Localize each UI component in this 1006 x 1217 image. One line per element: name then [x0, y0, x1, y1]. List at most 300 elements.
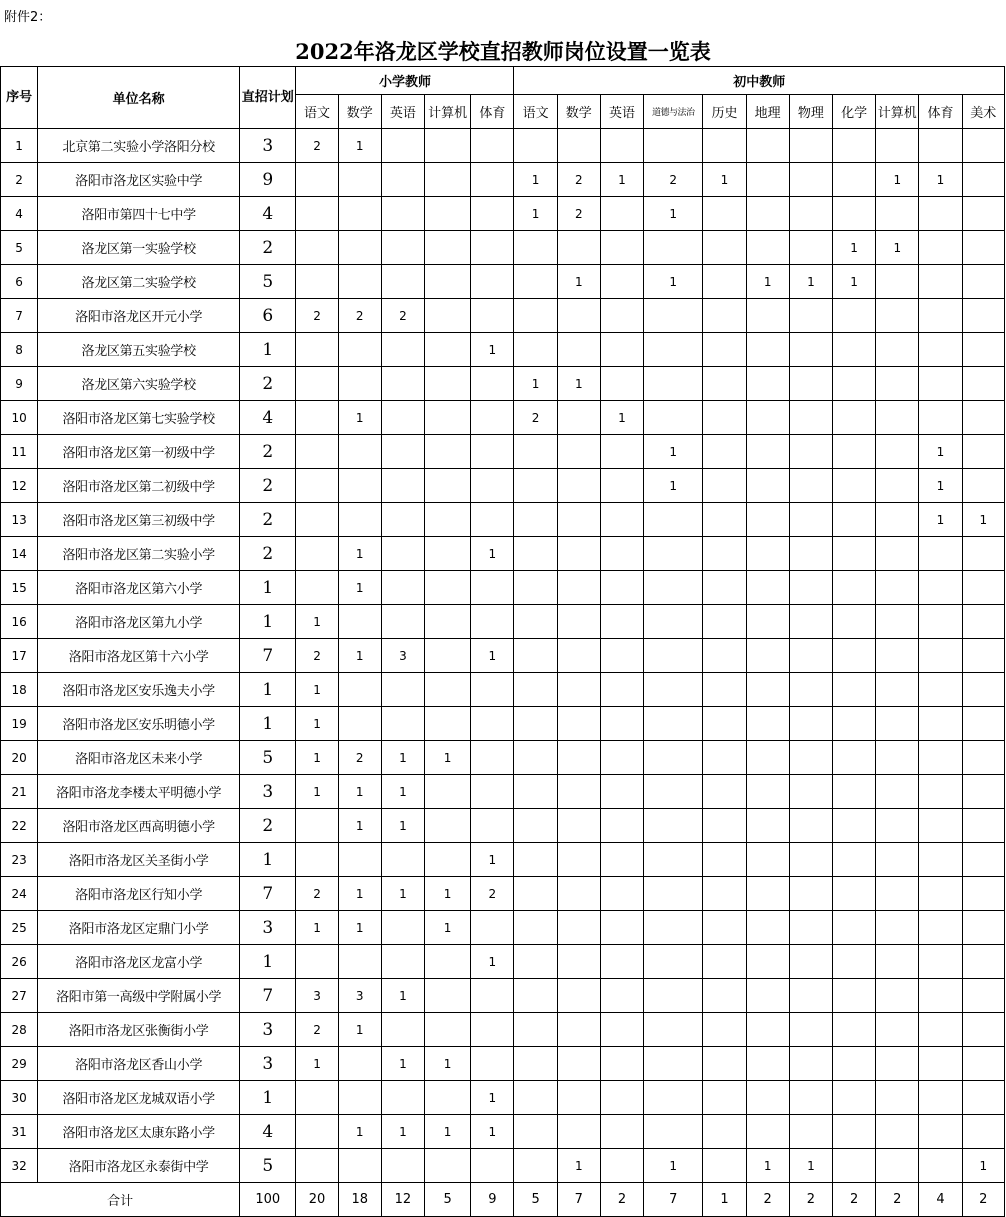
row-cell	[557, 1081, 600, 1115]
row-cell	[746, 231, 789, 265]
row-cell	[703, 1047, 746, 1081]
row-cell: 1	[338, 571, 381, 605]
row-seq: 25	[1, 911, 38, 945]
total-cell: 2	[832, 1183, 875, 1217]
row-cell	[832, 843, 875, 877]
row-cell	[789, 809, 832, 843]
row-cell	[644, 673, 703, 707]
table-row	[1, 333, 1005, 367]
total-cell: 7	[644, 1183, 703, 1217]
row-unit-name: 洛阳市洛龙区龙富小学	[38, 945, 240, 979]
row-cell	[557, 673, 600, 707]
row-cell	[600, 265, 643, 299]
table-row	[1, 979, 1005, 1013]
row-cell	[514, 469, 557, 503]
row-plan: 2	[240, 537, 296, 571]
row-cell	[644, 1115, 703, 1149]
row-cell: 1	[644, 469, 703, 503]
header-middle-subject: 语文	[514, 95, 557, 129]
total-cell: 5	[514, 1183, 557, 1217]
row-cell	[746, 605, 789, 639]
row-cell	[919, 197, 962, 231]
row-cell: 3	[381, 639, 424, 673]
row-cell	[919, 945, 962, 979]
row-cell	[296, 1115, 338, 1149]
row-cell	[876, 469, 919, 503]
row-cell: 1	[600, 401, 643, 435]
row-cell	[600, 367, 643, 401]
row-cell	[746, 707, 789, 741]
row-cell	[425, 945, 471, 979]
row-cell	[644, 333, 703, 367]
row-cell	[425, 265, 471, 299]
row-cell	[789, 639, 832, 673]
table-row	[1, 129, 1005, 163]
row-cell	[962, 911, 1004, 945]
row-cell: 1	[644, 265, 703, 299]
row-cell	[381, 707, 424, 741]
row-seq: 9	[1, 367, 38, 401]
total-cell: 2	[962, 1183, 1004, 1217]
row-cell	[962, 775, 1004, 809]
row-cell	[644, 503, 703, 537]
row-cell	[514, 775, 557, 809]
row-cell: 1	[557, 367, 600, 401]
row-cell	[471, 231, 514, 265]
row-seq: 18	[1, 673, 38, 707]
header-primary-subject: 体育	[471, 95, 514, 129]
row-unit-name: 洛阳市洛龙区开元小学	[38, 299, 240, 333]
row-cell	[876, 1013, 919, 1047]
row-cell	[703, 843, 746, 877]
row-cell: 1	[471, 843, 514, 877]
row-cell	[832, 1013, 875, 1047]
row-cell	[789, 299, 832, 333]
row-cell	[919, 1013, 962, 1047]
row-cell: 2	[471, 877, 514, 911]
row-cell	[789, 129, 832, 163]
row-cell	[381, 367, 424, 401]
row-unit-name: 洛阳市第四十七中学	[38, 197, 240, 231]
table-row	[1, 775, 1005, 809]
row-unit-name: 洛阳市洛龙区安乐逸夫小学	[38, 673, 240, 707]
table-row	[1, 1115, 1005, 1149]
row-cell	[514, 265, 557, 299]
row-cell: 1	[919, 503, 962, 537]
row-cell: 1	[425, 1047, 471, 1081]
row-cell	[514, 673, 557, 707]
row-unit-name: 洛龙区第五实验学校	[38, 333, 240, 367]
row-cell	[471, 265, 514, 299]
row-cell	[514, 1047, 557, 1081]
row-cell: 1	[832, 265, 875, 299]
row-seq: 28	[1, 1013, 38, 1047]
row-cell: 1	[703, 163, 746, 197]
total-plan: 100	[240, 1183, 296, 1217]
row-cell	[876, 639, 919, 673]
total-cell: 12	[381, 1183, 424, 1217]
total-cell: 18	[338, 1183, 381, 1217]
table-row	[1, 1047, 1005, 1081]
row-plan: 5	[240, 1149, 296, 1183]
total-cell: 2	[600, 1183, 643, 1217]
row-cell	[876, 945, 919, 979]
row-unit-name: 洛阳市洛龙区第十六小学	[38, 639, 240, 673]
row-cell	[789, 775, 832, 809]
row-cell	[600, 605, 643, 639]
row-cell	[703, 197, 746, 231]
row-cell: 1	[471, 537, 514, 571]
row-cell	[381, 163, 424, 197]
row-cell	[644, 639, 703, 673]
row-cell: 1	[338, 1013, 381, 1047]
row-cell	[789, 163, 832, 197]
row-unit-name: 洛阳市洛龙区行知小学	[38, 877, 240, 911]
row-cell	[832, 809, 875, 843]
row-cell	[703, 707, 746, 741]
row-cell: 1	[471, 639, 514, 673]
row-cell	[600, 333, 643, 367]
row-cell	[789, 979, 832, 1013]
row-cell	[644, 537, 703, 571]
row-cell	[962, 1081, 1004, 1115]
row-cell	[789, 401, 832, 435]
row-cell	[425, 401, 471, 435]
row-cell	[789, 197, 832, 231]
row-cell	[600, 673, 643, 707]
table-row	[1, 265, 1005, 299]
row-cell	[557, 843, 600, 877]
row-seq: 7	[1, 299, 38, 333]
row-cell	[832, 163, 875, 197]
row-cell	[703, 265, 746, 299]
row-cell	[962, 741, 1004, 775]
row-cell	[600, 1081, 643, 1115]
row-seq: 1	[1, 129, 38, 163]
row-cell	[471, 163, 514, 197]
row-plan: 4	[240, 1115, 296, 1149]
row-cell	[425, 129, 471, 163]
row-cell	[381, 333, 424, 367]
header-primary-subject: 语文	[296, 95, 338, 129]
row-cell	[644, 1047, 703, 1081]
row-cell: 1	[557, 265, 600, 299]
row-cell	[514, 1115, 557, 1149]
row-cell	[600, 1149, 643, 1183]
row-cell	[703, 333, 746, 367]
row-cell	[789, 707, 832, 741]
row-unit-name: 洛阳市洛龙区西高明德小学	[38, 809, 240, 843]
header-middle-subject: 地理	[746, 95, 789, 129]
row-cell	[381, 265, 424, 299]
row-cell	[919, 401, 962, 435]
row-cell	[919, 707, 962, 741]
row-cell	[919, 231, 962, 265]
row-cell	[876, 809, 919, 843]
table-row	[1, 843, 1005, 877]
row-cell	[832, 911, 875, 945]
total-cell: 2	[746, 1183, 789, 1217]
row-cell: 1	[962, 503, 1004, 537]
row-cell	[296, 367, 338, 401]
row-cell	[703, 503, 746, 537]
row-plan: 2	[240, 809, 296, 843]
row-cell	[962, 299, 1004, 333]
row-seq: 27	[1, 979, 38, 1013]
row-cell	[919, 129, 962, 163]
row-cell	[832, 401, 875, 435]
row-cell	[514, 843, 557, 877]
row-cell	[296, 231, 338, 265]
row-cell	[557, 1047, 600, 1081]
row-unit-name: 洛阳市洛龙区香山小学	[38, 1047, 240, 1081]
row-cell	[876, 299, 919, 333]
row-cell	[919, 333, 962, 367]
header-middle-subject: 历史	[703, 95, 746, 129]
row-cell	[381, 469, 424, 503]
row-cell	[600, 1115, 643, 1149]
row-seq: 14	[1, 537, 38, 571]
row-cell	[919, 571, 962, 605]
row-cell	[381, 843, 424, 877]
row-cell	[703, 299, 746, 333]
row-cell	[703, 809, 746, 843]
row-cell	[425, 707, 471, 741]
row-cell	[962, 673, 1004, 707]
row-cell	[425, 605, 471, 639]
header-middle-group: 初中教师	[514, 67, 1005, 95]
row-cell	[600, 945, 643, 979]
row-cell	[746, 945, 789, 979]
row-cell	[644, 571, 703, 605]
table-row	[1, 503, 1005, 537]
row-cell: 2	[296, 299, 338, 333]
table-row	[1, 163, 1005, 197]
total-cell: 1	[703, 1183, 746, 1217]
row-seq: 13	[1, 503, 38, 537]
row-cell	[644, 401, 703, 435]
row-cell	[600, 571, 643, 605]
row-seq: 11	[1, 435, 38, 469]
row-cell	[746, 673, 789, 707]
row-cell	[381, 435, 424, 469]
row-cell	[919, 1081, 962, 1115]
row-cell	[962, 265, 1004, 299]
row-cell: 1	[789, 265, 832, 299]
row-seq: 8	[1, 333, 38, 367]
row-seq: 21	[1, 775, 38, 809]
row-cell	[876, 877, 919, 911]
row-cell	[962, 1115, 1004, 1149]
row-unit-name: 洛龙区第六实验学校	[38, 367, 240, 401]
row-cell	[514, 1149, 557, 1183]
row-cell	[600, 435, 643, 469]
row-cell	[471, 673, 514, 707]
row-cell: 1	[338, 401, 381, 435]
row-cell	[832, 741, 875, 775]
row-cell: 1	[338, 1115, 381, 1149]
row-cell	[832, 537, 875, 571]
row-cell	[746, 1115, 789, 1149]
row-cell	[338, 673, 381, 707]
row-cell	[296, 571, 338, 605]
row-cell: 1	[338, 877, 381, 911]
row-cell	[557, 979, 600, 1013]
table-row	[1, 435, 1005, 469]
row-cell	[557, 945, 600, 979]
row-cell	[514, 945, 557, 979]
row-cell	[746, 911, 789, 945]
row-cell	[296, 503, 338, 537]
row-cell: 1	[746, 265, 789, 299]
row-cell	[557, 129, 600, 163]
row-cell	[962, 605, 1004, 639]
row-cell	[425, 163, 471, 197]
row-cell	[296, 435, 338, 469]
row-cell	[425, 673, 471, 707]
row-plan: 7	[240, 979, 296, 1013]
row-cell: 1	[381, 741, 424, 775]
row-cell: 1	[296, 673, 338, 707]
header-middle-subject: 化学	[832, 95, 875, 129]
row-cell: 1	[471, 1115, 514, 1149]
row-cell	[703, 129, 746, 163]
row-plan: 3	[240, 1047, 296, 1081]
row-cell	[644, 299, 703, 333]
row-cell: 1	[471, 1081, 514, 1115]
row-cell	[600, 843, 643, 877]
table-row	[1, 605, 1005, 639]
row-cell	[703, 1115, 746, 1149]
row-cell	[514, 571, 557, 605]
row-cell	[876, 435, 919, 469]
row-cell	[557, 299, 600, 333]
row-plan: 2	[240, 435, 296, 469]
row-seq: 24	[1, 877, 38, 911]
row-cell	[338, 435, 381, 469]
row-cell	[789, 911, 832, 945]
row-cell	[703, 775, 746, 809]
row-cell: 1	[471, 945, 514, 979]
row-cell	[919, 741, 962, 775]
row-cell	[514, 1081, 557, 1115]
row-cell	[832, 979, 875, 1013]
page-title: 2022年洛龙区学校直招教师岗位设置一览表	[295, 39, 711, 64]
row-cell	[919, 809, 962, 843]
row-unit-name: 洛阳市洛龙区第六小学	[38, 571, 240, 605]
row-cell	[600, 469, 643, 503]
row-seq: 20	[1, 741, 38, 775]
row-cell: 1	[381, 979, 424, 1013]
row-cell	[600, 707, 643, 741]
row-unit-name: 洛阳市洛龙区第二初级中学	[38, 469, 240, 503]
table-row	[1, 877, 1005, 911]
row-cell: 1	[425, 911, 471, 945]
header-middle-subject: 英语	[600, 95, 643, 129]
row-cell	[832, 1149, 875, 1183]
header-plan: 直招计划	[240, 67, 296, 129]
row-plan: 1	[240, 673, 296, 707]
row-cell: 1	[962, 1149, 1004, 1183]
table-row	[1, 639, 1005, 673]
row-cell	[600, 741, 643, 775]
row-cell	[514, 809, 557, 843]
row-cell	[381, 129, 424, 163]
row-plan: 1	[240, 1081, 296, 1115]
row-unit-name: 洛阳市洛龙区第三初级中学	[38, 503, 240, 537]
row-cell	[557, 401, 600, 435]
row-cell	[600, 503, 643, 537]
row-cell	[557, 333, 600, 367]
row-cell	[962, 843, 1004, 877]
header-unit: 单位名称	[38, 67, 240, 129]
row-cell	[514, 911, 557, 945]
row-seq: 23	[1, 843, 38, 877]
row-cell	[557, 605, 600, 639]
row-plan: 4	[240, 401, 296, 435]
row-cell	[644, 707, 703, 741]
row-plan: 1	[240, 843, 296, 877]
row-cell	[746, 435, 789, 469]
row-cell	[962, 231, 1004, 265]
row-unit-name: 洛阳市洛龙区安乐明德小学	[38, 707, 240, 741]
row-cell	[338, 333, 381, 367]
table-row	[1, 1149, 1005, 1183]
row-cell	[557, 469, 600, 503]
header-middle-subject: 道德与法治	[644, 95, 703, 129]
row-cell	[832, 673, 875, 707]
row-cell	[876, 265, 919, 299]
row-cell	[471, 435, 514, 469]
row-cell	[425, 469, 471, 503]
row-cell	[425, 843, 471, 877]
row-cell	[471, 911, 514, 945]
row-cell	[876, 605, 919, 639]
table-row	[1, 401, 1005, 435]
row-cell: 1	[746, 1149, 789, 1183]
header-middle-subject: 数学	[557, 95, 600, 129]
row-cell	[703, 673, 746, 707]
row-cell: 1	[425, 741, 471, 775]
row-cell	[557, 1013, 600, 1047]
row-cell	[832, 639, 875, 673]
row-cell	[919, 265, 962, 299]
row-cell	[746, 1081, 789, 1115]
row-cell: 2	[296, 1013, 338, 1047]
row-cell	[919, 299, 962, 333]
row-cell	[962, 333, 1004, 367]
row-cell	[746, 571, 789, 605]
row-cell	[296, 1081, 338, 1115]
row-cell	[789, 741, 832, 775]
row-cell	[876, 1115, 919, 1149]
total-cell: 2	[789, 1183, 832, 1217]
row-cell	[832, 571, 875, 605]
row-cell	[338, 231, 381, 265]
row-cell	[644, 367, 703, 401]
row-cell	[919, 1115, 962, 1149]
row-cell: 2	[557, 197, 600, 231]
row-cell	[514, 333, 557, 367]
row-cell	[381, 945, 424, 979]
row-cell	[876, 1047, 919, 1081]
row-cell	[338, 1047, 381, 1081]
row-cell	[746, 809, 789, 843]
total-cell: 4	[919, 1183, 962, 1217]
row-plan: 2	[240, 469, 296, 503]
row-cell	[425, 1013, 471, 1047]
table-row	[1, 367, 1005, 401]
